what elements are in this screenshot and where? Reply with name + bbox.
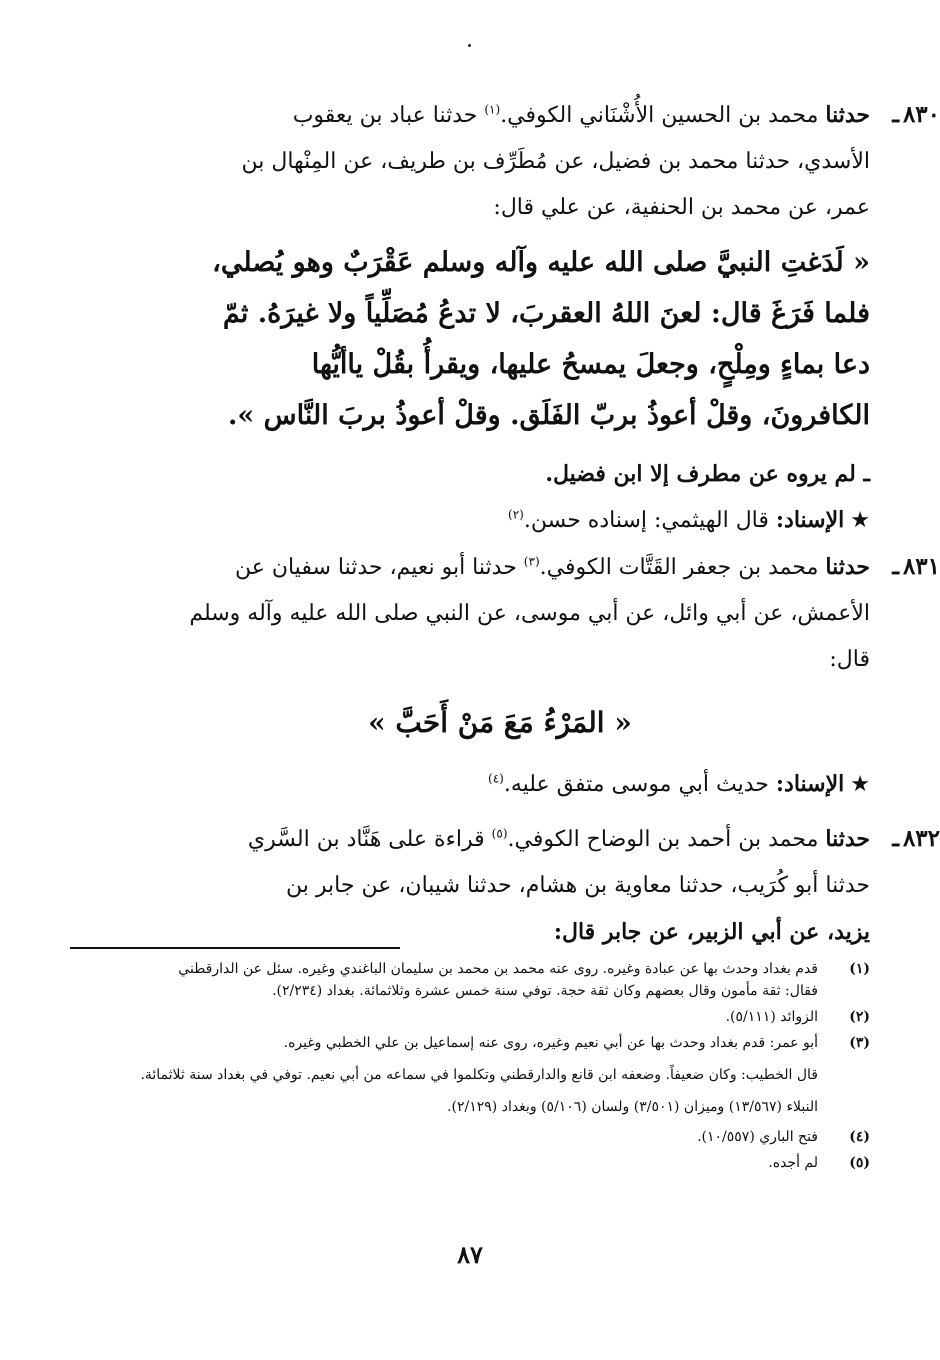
footnote-2 bbox=[130, 1006, 870, 1028]
isnad-label: الإسناد: bbox=[775, 771, 845, 797]
footnote-1 bbox=[130, 958, 870, 1002]
star-icon: ★ bbox=[850, 772, 870, 797]
footnote-3 bbox=[130, 1032, 870, 1054]
hadith-text: « المَرْءُ مَعَ مَنْ أَحَبَّ » bbox=[368, 706, 632, 739]
chain-text: محمد بن جعفر القَتَّات الكوفي. bbox=[539, 555, 826, 580]
chain-line bbox=[130, 544, 870, 591]
star-icon: ★ bbox=[850, 508, 870, 533]
chain-line bbox=[130, 816, 870, 863]
chain-line bbox=[130, 92, 870, 139]
hadith-line: دعا بماءٍ ومِلْحٍ، وجعلَ يمسحُ عليها، ويقرأُ بقُلْ ياأيُّها bbox=[311, 349, 870, 380]
entry-number bbox=[892, 92, 940, 138]
chain-opening: حدثنا bbox=[825, 554, 870, 580]
footnote-line: الزوائد (٥/١١١). bbox=[725, 1009, 818, 1025]
hadith-text bbox=[130, 237, 870, 441]
hadith-line: فلما فَرَغَ قال: لعنَ اللهُ العقربَ، لا تدعُ مُصَلِّياً ولا غيرَهُ. ثمّ bbox=[222, 298, 870, 329]
page-number: ٨٧ bbox=[457, 1240, 483, 1269]
entry-number bbox=[892, 816, 940, 862]
isnad-line bbox=[130, 761, 870, 808]
chain-text: محمد بن الحسين الأُشْنَاني الكوفي. bbox=[500, 103, 826, 128]
entry-832 bbox=[130, 816, 940, 955]
chain-text: حدثنا أبو نعيم، حدثنا سفيان عن bbox=[234, 555, 524, 580]
footnote-number: (٥) bbox=[849, 1155, 870, 1171]
entry-number bbox=[892, 544, 940, 590]
chain-opening: حدثنا bbox=[825, 826, 870, 852]
isnad-line bbox=[130, 497, 870, 544]
footnote-separator bbox=[70, 947, 400, 949]
chain-line: حدثنا أبو كُرَيب، حدثنا معاوية بن هشام، حدثنا شيبان، عن جابر بن bbox=[286, 873, 870, 898]
footnote-line: فتح الباري (١٠/٥٥٧). bbox=[697, 1129, 818, 1145]
entry-dash: ـ bbox=[892, 101, 899, 128]
isnad-label: الإسناد: bbox=[775, 507, 845, 533]
footnotes bbox=[130, 958, 870, 1178]
footnote-5 bbox=[130, 1152, 870, 1174]
footnote-ref: (١) bbox=[484, 102, 501, 117]
chain-line: يزيد، عن أبي الزبير، عن جابر قال: bbox=[553, 919, 870, 945]
entry-number-value: ٨٣٠ bbox=[902, 101, 940, 128]
footnote-ref: (٥) bbox=[491, 826, 508, 841]
footnote-3-continuation: قال الخطيب: وكان ضعيفاً. وضعفه ابن قانع والدارقطني وتكلموا في سماعه من أبي نعيم. توفي في بغداد سنة ثلاثمائة. bbox=[140, 1067, 818, 1083]
entry-number-value: ٨٣٢ bbox=[902, 825, 940, 852]
footnote-number: (١) bbox=[849, 961, 870, 977]
footnote-line: قدم بغداد وحدث بها عن عبادة وغيره. روى عنه محمد بن محمد بن سليمان الباغندي وغيره. سئل عن الدارقطني bbox=[178, 961, 818, 977]
chain-text: محمد بن أحمد بن الوضاح الكوفي. bbox=[507, 827, 826, 852]
chain-line: الأسدي، حدثنا محمد بن فضيل، عن مُطَرِّف بن طريف، عن المِنْهال بن bbox=[241, 149, 870, 174]
entry-number-value: ٨٣١ bbox=[902, 553, 940, 580]
chain-line: عمر، عن محمد بن الحنفية، عن علي قال: bbox=[493, 195, 870, 220]
transmission-note: ـ لم يروه عن مطرف إلا ابن فضيل. bbox=[545, 461, 870, 487]
chain-text: قراءة على هَنَّاد بن السَّري bbox=[247, 827, 492, 852]
entry-dash: ـ bbox=[892, 553, 899, 580]
main-text bbox=[130, 92, 940, 955]
isnad-text: قال الهيثمي: إسناده حسن. bbox=[523, 508, 776, 533]
top-mark bbox=[468, 44, 471, 47]
hadith-line: « لَدَغتِ النبيَّ صلى الله عليه وآله وسلم عَقْرَبٌ وهو يُصلي، bbox=[212, 247, 870, 278]
entry-dash: ـ bbox=[892, 825, 899, 852]
footnote-ref: (٢) bbox=[508, 507, 524, 522]
chain-line: الأعمش، عن أبي وائل، عن أبي موسى، عن النبي صلى الله عليه وآله وسلم bbox=[189, 601, 870, 626]
footnote-ref: (٤) bbox=[488, 771, 504, 786]
chain-opening: حدثنا bbox=[825, 102, 870, 128]
footnote-line: أبو عمر: قدم بغداد وحدث بها عن أبي نعيم وغيره، روى عنه إسماعيل بن علي الخطبي وغيره. bbox=[283, 1035, 818, 1051]
footnote-number: (٣) bbox=[849, 1035, 870, 1051]
entry-830 bbox=[130, 92, 940, 544]
footnote-3-sources: النبلاء (١٣/٥٦٧) وميزان (٣/٥٠١) ولسان (٥/١٠٦) وبغداد (٢/١٢٩). bbox=[447, 1099, 818, 1115]
footnote-number: (٢) bbox=[849, 1009, 870, 1025]
chain-line: قال: bbox=[829, 647, 870, 672]
chain-text: حدثنا عباد بن يعقوب bbox=[292, 103, 485, 128]
footnote-4 bbox=[130, 1126, 870, 1148]
footnote-number: (٤) bbox=[849, 1129, 870, 1145]
isnad-text: حديث أبي موسى متفق عليه. bbox=[503, 772, 776, 797]
entry-831 bbox=[130, 544, 940, 808]
footnote-line: فقال: ثقة مأمون وقال بعضهم وكان ثقة حجة. توفي سنة خمس عشرة وثلاثمائة. بغداد (٢/٢٣٤). bbox=[272, 983, 818, 999]
footnote-line: لم أجده. bbox=[768, 1155, 818, 1171]
hadith-line: الكافرونَ، وقلْ أعوذُ بربّ الفَلَق. وقلْ أعوذُ بربَ النَّاس ». bbox=[227, 400, 870, 431]
footnote-ref: (٣) bbox=[523, 554, 540, 569]
